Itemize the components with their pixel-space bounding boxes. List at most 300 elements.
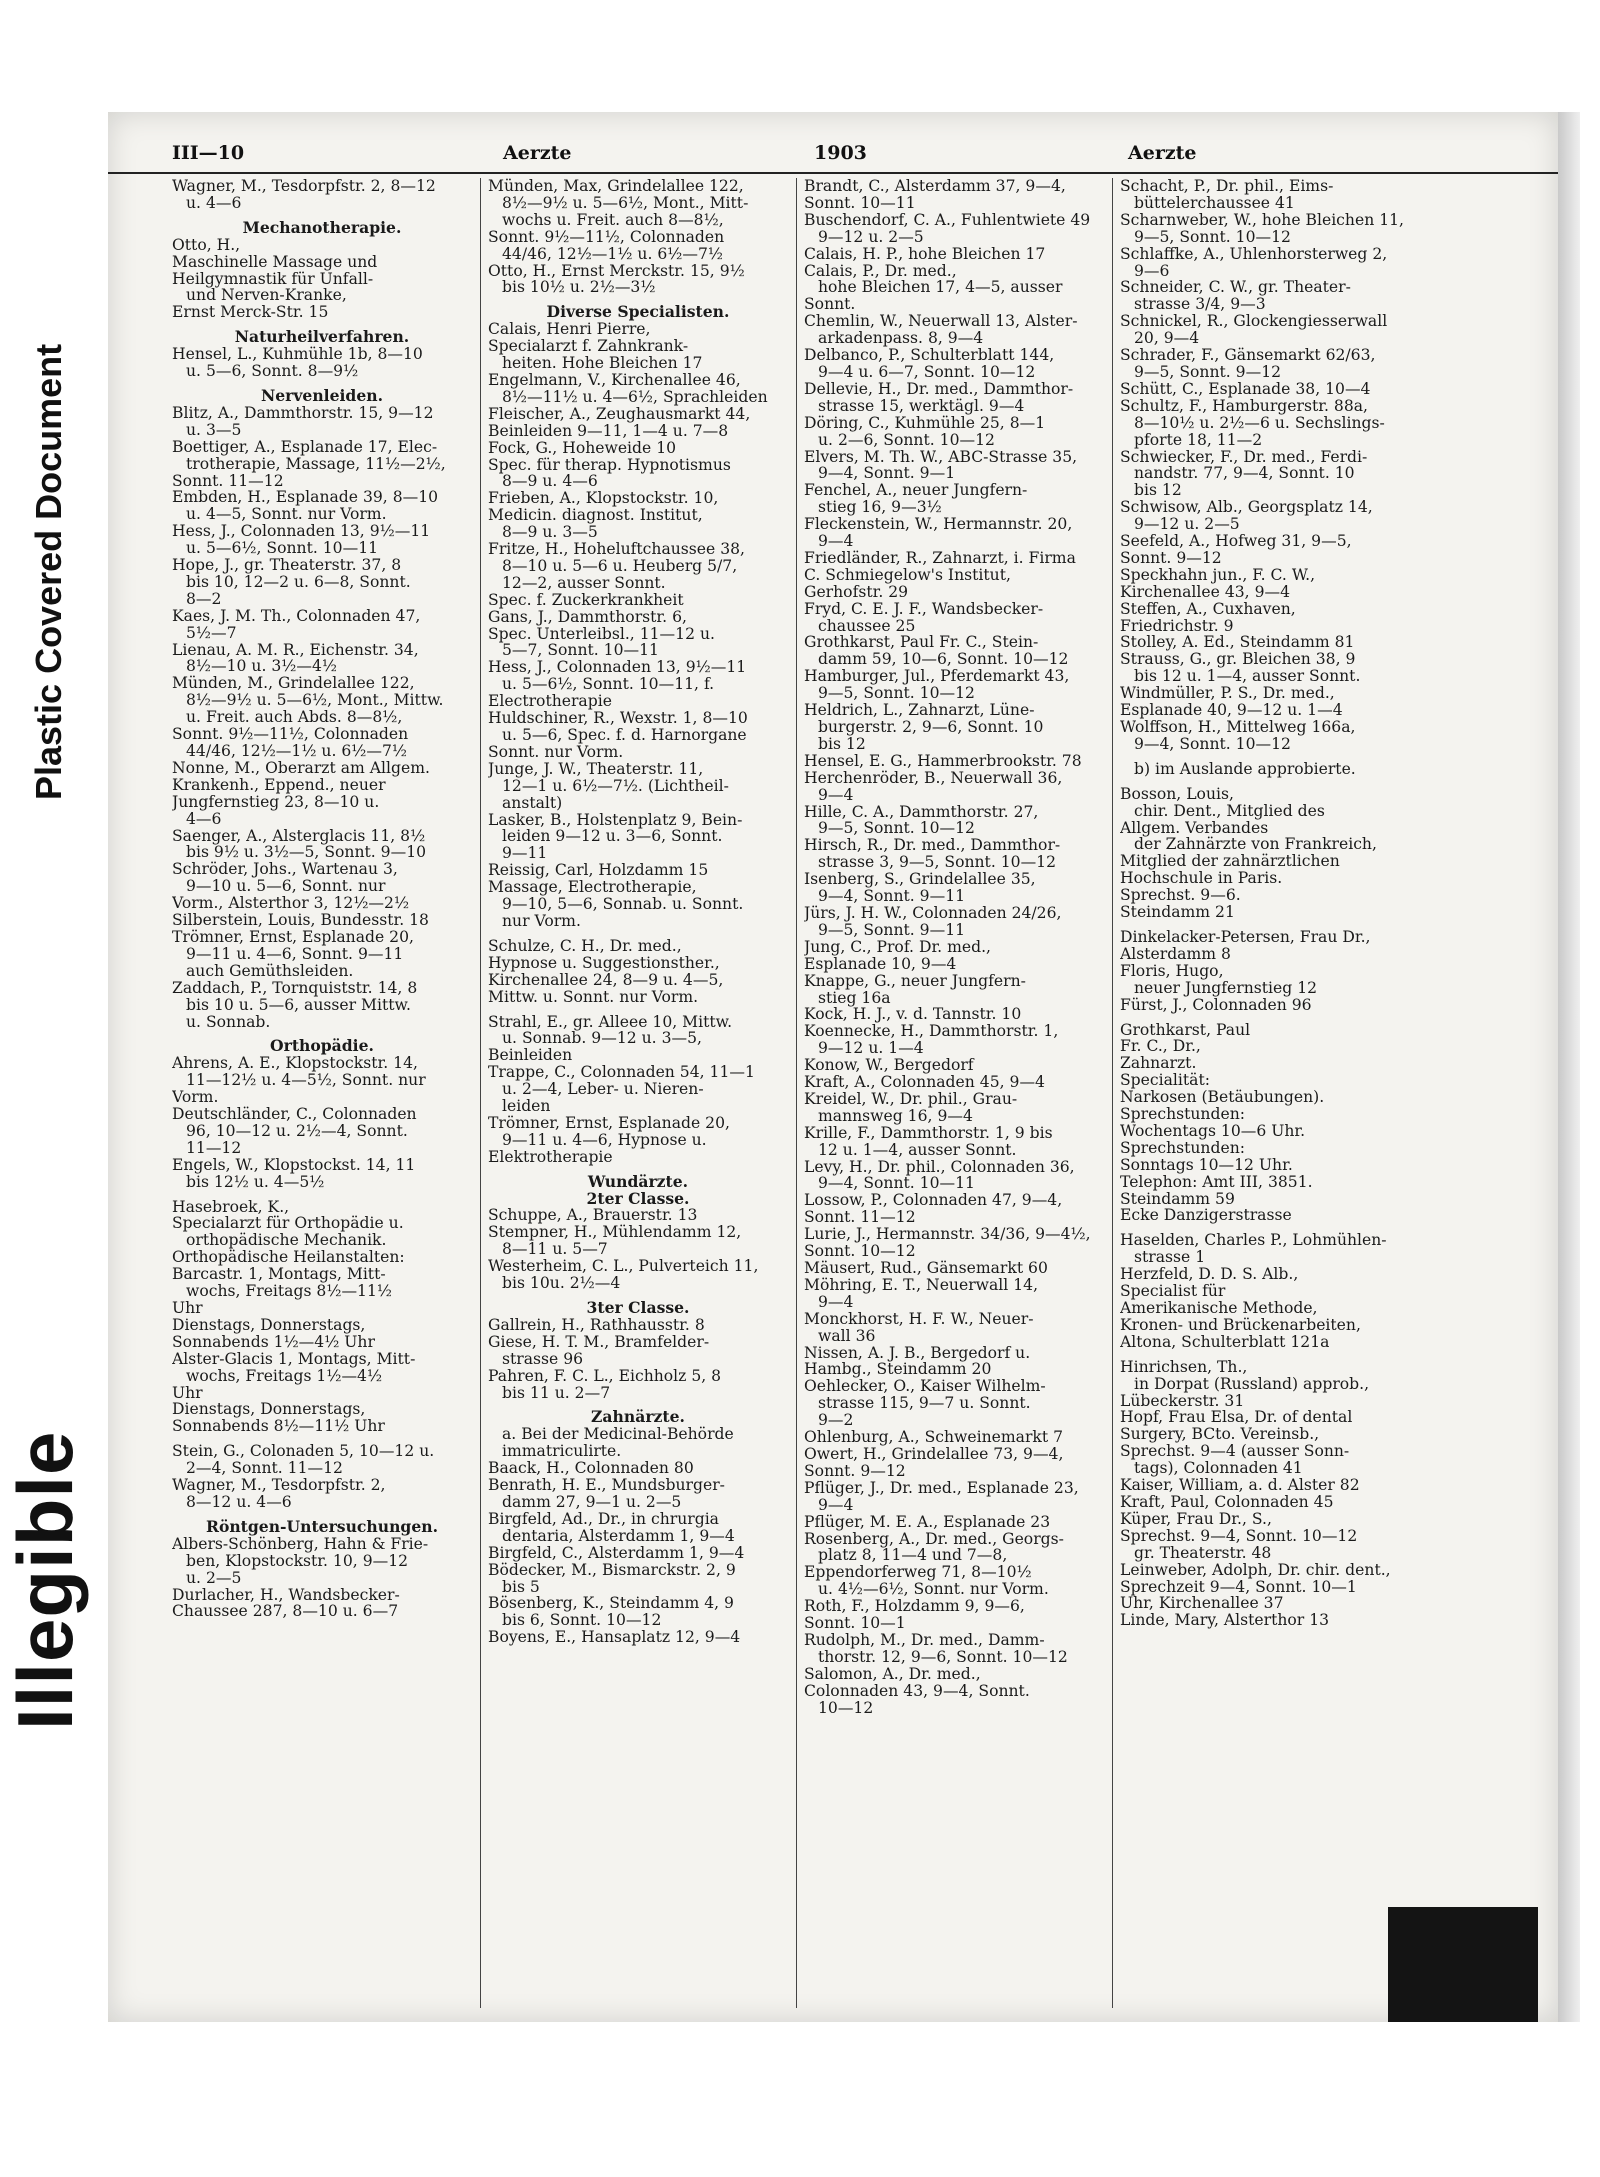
text-line: bis 12 (818, 734, 866, 753)
text-line: u. 4—5, Sonnt. nur Vorm. (186, 505, 387, 524)
text-line: Strahl, E., gr. Alleee 10, Mittw. (488, 1012, 733, 1031)
text-line: der Zahnärzte von Frankreich, (1134, 835, 1377, 854)
text-line: Eppendorferweg 71, 8—10½ (804, 1563, 1032, 1582)
text-line: u. 5—6½, Sonnt. 10—11 (186, 539, 379, 558)
text-line: Electrotherapie (488, 692, 612, 711)
text-line: Trappe, C., Colonnaden 54, 11—1 (488, 1063, 755, 1082)
text-line: Hypnose u. Suggestionsther., (488, 953, 720, 972)
text-line: Fenchel, A., neuer Jungfern- (804, 481, 1028, 500)
text-line: Barcastr. 1, Montags, Mitt- (172, 1265, 386, 1284)
text-line: bis 10 u. 5—6, ausser Mittw. (186, 995, 411, 1014)
text-line: Stolley, A. Ed., Steindamm 81 (1120, 633, 1355, 652)
text-line: Jungfernstieg 23, 8—10 u. (172, 792, 380, 811)
text-line: Specialarzt f. Zahnkrank- (488, 337, 689, 356)
text-line: 9—5, Sonnt. 10—12 (818, 819, 975, 838)
text-line: Hess, J., Colonnaden 13, 9½—11 (488, 658, 747, 677)
text-line: Alster-Glacis 1, Montags, Mitt- (172, 1349, 416, 1368)
text-line: 44/46, 12½—1½ u. 6½—7½ (186, 742, 408, 760)
text-line: Blitz, A., Dammthorstr. 15, 9—12 (172, 403, 434, 422)
text-line: 11—12½ u. 4—5½, Sonnt. nur (186, 1071, 426, 1090)
text-line: Stempner, H., Mühlendamm 12, (488, 1223, 742, 1242)
text-line: Levy, H., Dr. phil., Colonnaden 36, (804, 1157, 1075, 1176)
text-line: Deutschländer, C., Colonnaden (172, 1105, 417, 1124)
text-line: strasse 3/4, 9—3 (1134, 295, 1266, 314)
text-line: Schultz, F., Hamburgerstr. 88a, (1120, 396, 1368, 415)
text-line: wochs, Freitags 1½—4½ (186, 1366, 383, 1385)
text-line: Hope, J., gr. Theaterstr. 37, 8 (172, 556, 402, 575)
text-line: strasse 115, 9—7 u. Sonnt. (818, 1394, 1031, 1413)
text-line: Schacht, P., Dr. phil., Eims- (1120, 178, 1334, 195)
text-line: Albers-Schönberg, Hahn & Frie- (172, 1534, 429, 1553)
text-line: Oehlecker, O., Kaiser Wilhelm- (804, 1377, 1046, 1396)
text-line: Chemlin, W., Neuerwall 13, Alster- (804, 312, 1078, 331)
text-line: u. 2—4, Leber- u. Nieren- (502, 1080, 704, 1099)
text-line: Uhr (172, 1383, 203, 1402)
text-line: Benrath, H. E., Mundsburger- (488, 1476, 725, 1495)
text-line: 96, 10—12 u. 2½—4, Sonnt. (186, 1121, 408, 1140)
text-line: bis 9½ u. 3½—5, Sonnt. 9—10 (186, 843, 427, 862)
header-title-right: Aerzte (1128, 142, 1197, 164)
text-line: bis 6, Sonnt. 10—12 (502, 1611, 662, 1630)
text-line: und Nerven-Kranke, (186, 286, 347, 305)
text-line: Lasker, B., Holstenplatz 9, Bein- (488, 810, 743, 829)
text-line: Gerhofstr. 29 (804, 582, 909, 601)
text-line: Sonnt. (804, 295, 856, 314)
text-line: neuer Jungfernstieg 12 (1134, 978, 1318, 997)
text-line: Engelmann, V., Kirchenallee 46, (488, 370, 741, 389)
text-line: Kirchenallee 43, 9—4 (1120, 582, 1291, 601)
text-line: 12—2, ausser Sonnt. (502, 573, 666, 592)
text-line: Isenberg, S., Grindelallee 35, (804, 870, 1036, 889)
text-line: Sonnt. nur Vorm. (488, 742, 624, 761)
text-line: Wochentags 10—6 Uhr. (1120, 1121, 1306, 1140)
text-line: Sonnt. 11—12 (172, 471, 284, 490)
text-line: u. 3—5 (186, 420, 242, 439)
text-line: Sprechstunden: (1120, 1138, 1245, 1157)
text-line: u. 4½—6½, Sonnt. nur Vorm. (818, 1580, 1049, 1599)
text-line: Lossow, P., Colonnaden 47, 9—4, (804, 1191, 1063, 1210)
text-line: strasse 96 (502, 1349, 584, 1368)
text-line: 8—9 u. 3—5 (502, 523, 598, 542)
text-line: Koennecke, H., Dammthorstr. 1, (804, 1022, 1059, 1041)
text-line: Münden, M., Grindelallee 122, (172, 674, 415, 693)
text-line: Hochschule in Paris. (1120, 869, 1283, 888)
text-line: arkadenpass. 8, 9—4 (818, 329, 984, 348)
text-line: Dienstags, Donnerstags, (172, 1315, 366, 1334)
text-line: u. 2—6, Sonnt. 10—12 (818, 430, 995, 449)
text-line: Mechanotherapie. (242, 217, 402, 237)
text-line: 9—12 u. 2—5 (818, 227, 924, 246)
text-line: strasse 15, werktägl. 9—4 (818, 396, 1025, 415)
text-line: Owert, H., Grindelallee 73, 9—4, (804, 1444, 1064, 1463)
text-line: Baack, H., Colonnaden 80 (488, 1459, 694, 1478)
text-line: 9—11 u. 4—6, Sonnt. 9—11 (186, 944, 404, 963)
text-line: Lübeckerstr. 31 (1120, 1391, 1245, 1410)
text-line: Sonnt. 10—12 (804, 1242, 916, 1261)
text-line: chaussee 25 (818, 616, 916, 635)
text-line: Sonnabends 8½—11½ Uhr (172, 1417, 385, 1436)
text-line: u. 2—5 (186, 1568, 242, 1587)
text-line: 12 u. 1—4, ausser Sonnt. (818, 1140, 1017, 1159)
text-line: Schröder, Johs., Wartenau 3, (172, 860, 398, 879)
text-line: Beinleiden 9—11, 1—4 u. 7—8 (488, 421, 729, 440)
text-line: leiden 9—12 u. 3—6, Sonnt. (502, 827, 723, 846)
text-line: Sonnt. 9½—11½, Colonnaden (172, 725, 409, 744)
text-line: Lienau, A. M. R., Eichenstr. 34, (172, 640, 419, 659)
text-line: Boettiger, A., Esplanade 17, Elec- (172, 437, 438, 456)
column-divider (796, 178, 797, 2008)
text-line: Hensel, L., Kuhmühle 1b, 8—10 (172, 345, 423, 364)
text-line: Otto, H., Ernst Merckstr. 15, 9½ (488, 261, 745, 280)
page-header (108, 132, 1558, 174)
text-line: Krille, F., Dammthorstr. 1, 9 bis (804, 1123, 1053, 1142)
text-line: Sprechstunden: (1120, 1105, 1245, 1124)
text-line: Bödecker, M., Bismarckstr. 2, 9 (488, 1560, 736, 1579)
text-line: C. Schmiegelow's Institut, (804, 565, 1011, 584)
text-line: Hasebroek, K., (172, 1197, 290, 1216)
text-line: 9—5, Sonnt. 10—12 (818, 684, 975, 703)
text-line: Nissen, A. J. B., Bergedorf u. (804, 1343, 1031, 1362)
text-line: 5—7, Sonnt. 10—11 (502, 641, 659, 660)
text-line: Hess, J., Colonnaden 13, 9½—11 (172, 522, 431, 541)
text-line: Wagner, M., Tesdorpfstr. 2, 8—12 (172, 178, 436, 195)
text-line: Speckhahn jun., F. C. W., (1120, 565, 1316, 584)
text-line: 9—4 (818, 1495, 854, 1514)
text-line: wochs, Freitags 8½—11½ (186, 1282, 393, 1301)
text-line: Birgfeld, C., Alsterdamm 1, 9—4 (488, 1543, 745, 1562)
text-line: Dinkelacker-Petersen, Frau Dr., (1120, 927, 1371, 946)
text-line: Leinweber, Adolph, Dr. chir. dent., (1120, 1560, 1391, 1579)
text-line: Sonnt. 11—12 (804, 1208, 916, 1227)
text-line: 8—10 u. 5—6 u. Heuberg 5/7, (502, 556, 738, 575)
text-line: bis 10½ u. 2½—3½ (502, 278, 656, 297)
text-line: Steindamm 59 (1120, 1189, 1235, 1208)
text-line: Sprechst. 9—4, Sonnt. 10—12 (1120, 1526, 1358, 1545)
text-line: Möhring, E. T., Neuerwall 14, (804, 1275, 1039, 1294)
text-line: Alsterdamm 8 (1120, 944, 1231, 963)
text-line: bis 12 (1134, 481, 1182, 500)
text-line: Seefeld, A., Hofweg 31, 9—5, (1120, 532, 1352, 551)
text-line: Mitglied der zahnärztlichen (1120, 852, 1340, 871)
page-number: III—10 (172, 142, 245, 164)
text-line: 9—12 u. 2—5 (1134, 515, 1240, 534)
text-line: Esplanade 10, 9—4 (804, 954, 957, 973)
text-line: 2ter Classe. (586, 1188, 690, 1208)
text-line: Fritze, H., Hoheluftchaussee 38, (488, 540, 746, 559)
text-line: Diverse Specialisten. (546, 302, 730, 322)
text-line: 8—9 u. 4—6 (502, 472, 598, 491)
text-line: anstalt) (502, 793, 563, 812)
text-line: Bosson, Louis, (1120, 784, 1234, 803)
text-line: Grothkarst, Paul Fr. C., Stein- (804, 633, 1039, 652)
text-line: 4—6 (186, 809, 222, 828)
text-line: Schnickel, R., Glockengiesserwall (1120, 312, 1388, 331)
text-line: bis 11 u. 2—7 (502, 1383, 611, 1402)
text-line: Surgery, BCto. Vereinsb., (1120, 1425, 1320, 1444)
text-line: Trömner, Ernst, Esplanade 20, (172, 927, 414, 946)
text-line: Dellevie, H., Dr. med., Dammthor- (804, 379, 1074, 398)
text-line: b) im Auslande approbierte. (1134, 759, 1356, 778)
text-line: Steindamm 21 (1120, 903, 1235, 922)
text-line: Kronen- und Brückenarbeiten, (1120, 1315, 1361, 1334)
text-line: Schwiecker, F., Dr. med., Ferdi- (1120, 447, 1368, 466)
text-line: Narkosen (Betäubungen). (1120, 1088, 1325, 1107)
text-line: mannsweg 16, 9—4 (818, 1106, 973, 1125)
text-line: Esplanade 40, 9—12 u. 1—4 (1120, 701, 1343, 720)
text-line: Döring, C., Kuhmühle 25, 8—1 (804, 413, 1046, 432)
text-line: strasse 1 (1134, 1248, 1206, 1267)
text-line: hohe Bleichen 17, 4—5, ausser (818, 278, 1063, 297)
text-line: Engels, W., Klopstockst. 14, 11 (172, 1155, 416, 1174)
text-line: Pflüger, M. E. A., Esplanade 23 (804, 1512, 1051, 1531)
text-line: Heldrich, L., Zahnarzt, Lüne- (804, 701, 1035, 720)
text-line: wochs u. Freit. auch 8—8½, (502, 210, 724, 229)
text-line: Altona, Schulterblatt 121a (1120, 1332, 1330, 1351)
text-line: Krankenh., Eppend., neuer (172, 775, 386, 794)
text-line: Sonntags 10—12 Uhr. (1120, 1155, 1293, 1174)
text-line: Scharnweber, W., hohe Bleichen 11, (1120, 210, 1404, 229)
text-line: Delbanco, P., Schulterblatt 144, (804, 346, 1055, 365)
text-line: Allgem. Verbandes (1120, 818, 1269, 837)
text-line: Vorm. (172, 1088, 219, 1107)
text-line: burgerstr. 2, 9—6, Sonnt. 10 (818, 718, 1044, 736)
side-label-plastic: Plastic Covered Document (28, 343, 69, 800)
text-line: Brandt, C., Alsterdamm 37, 9—4, (804, 178, 1066, 195)
text-line: nur Vorm. (502, 911, 581, 930)
text-line: 12—1 u. 6½—7½. (Lichtheil- (502, 776, 729, 795)
text-line: u. Freit. auch Abds. 8—8½, (186, 708, 403, 727)
text-line: in Dorpat (Russland) approb., (1134, 1374, 1370, 1393)
text-line: Ecke Danzigerstrasse (1120, 1206, 1292, 1225)
text-line: gr. Theaterstr. 48 (1134, 1543, 1272, 1562)
text-line: 9—4 u. 6—7, Sonnt. 10—12 (818, 362, 1036, 381)
text-line: 44/46, 12½—1½ u. 6½—7½ (502, 244, 724, 263)
side-label-illegible: Illegible (1, 1430, 89, 1730)
text-line: Spec. für therap. Hypnotismus (488, 455, 731, 474)
text-line: Wagner, M., Tesdorpfstr. 2, (172, 1476, 386, 1495)
text-line: 8½—10 u. 3½—4½ (186, 657, 338, 676)
text-line: Specialität: (1120, 1071, 1210, 1090)
text-line: Calais, H. P., hohe Bleichen 17 (804, 244, 1046, 263)
text-line: platz 8, 11—4 und 7—8, (818, 1546, 1008, 1565)
text-line: Küper, Frau Dr., S., (1120, 1509, 1272, 1528)
text-line: 8½—11½ u. 4—6½, Sprachleiden (502, 387, 768, 406)
page-edge-shadow (1558, 112, 1580, 2022)
text-line: Hirsch, R., Dr. med., Dammthor- (804, 836, 1061, 855)
text-line: Schütt, C., Esplanade 38, 10—4 (1120, 379, 1371, 398)
text-line: Sonnt. 9—12 (1120, 548, 1222, 567)
text-line: Fürst, J., Colonnaden 96 (1120, 995, 1312, 1014)
text-line: Dienstags, Donnerstags, (172, 1400, 366, 1419)
text-line: 9—4 (818, 1292, 854, 1311)
text-line: nandstr. 77, 9—4, Sonnt. 10 (1134, 464, 1355, 483)
text-line: Haselden, Charles P., Lohmühlen- (1120, 1231, 1387, 1250)
text-line: Junge, J. W., Theaterstr. 11, (488, 759, 704, 778)
text-line: Massage, Electrotherapie, (488, 878, 697, 897)
text-line: Hensel, E. G., Hammerbrookstr. 78 (804, 751, 1082, 770)
text-line: Kaes, J. M. Th., Colonnaden 47, (172, 606, 421, 625)
text-line: stieg 16a (818, 988, 891, 1007)
text-line: Zahnarzt. (1120, 1054, 1197, 1073)
text-line: Specialarzt für Orthopädie u. (172, 1214, 404, 1233)
text-line: 9—4 (818, 532, 854, 551)
text-line: Embden, H., Esplanade 39, 8—10 (172, 488, 439, 507)
text-line: 10—12 (818, 1698, 874, 1717)
text-line: Schwisow, Alb., Georgsplatz 14, (1120, 498, 1373, 517)
text-line: Telephon: Amt III, 3851. (1120, 1172, 1313, 1191)
header-year: 1903 (814, 142, 867, 164)
text-line: bis 12½ u. 4—5½ (186, 1172, 325, 1191)
text-line: Spec. Unterleibsl., 11—12 u. (488, 624, 715, 643)
text-line: Friedländer, R., Zahnarzt, i. Firma (804, 548, 1076, 567)
text-line: pforte 18, 11—2 (1134, 430, 1263, 449)
text-line: Pflüger, J., Dr. med., Esplanade 23, (804, 1478, 1079, 1497)
text-line: Durlacher, H., Wandsbecker- (172, 1585, 400, 1604)
text-line: Schulze, C. H., Dr. med., (488, 936, 682, 955)
text-line: Friedrichstr. 9 (1120, 616, 1234, 635)
text-line: tags), Colonnaden 41 (1134, 1459, 1303, 1478)
text-line: Sonnt. 9—12 (804, 1461, 906, 1480)
text-line: Medicin. diagnost. Institut, (488, 506, 703, 525)
text-line: Sprechzeit 9—4, Sonnt. 10—1 (1120, 1577, 1357, 1596)
text-line: 8—12 u. 4—6 (186, 1492, 292, 1511)
text-line: Naturheilverfahren. (234, 327, 410, 347)
text-line: Stein, G., Colonaden 5, 10—12 u. (172, 1442, 435, 1461)
text-line: Münden, Max, Grindelallee 122, (488, 178, 744, 195)
column-divider (1112, 178, 1113, 2008)
text-line: Chaussee 287, 8—10 u. 6—7 (172, 1602, 399, 1621)
text-line: Nonne, M., Oberarzt am Allgem. (172, 758, 430, 777)
text-line: 9—10 u. 5—6, Sonnt. nur (186, 877, 386, 896)
text-line: u. 5—6½, Sonnt. 10—11, f. (502, 675, 715, 694)
text-line: Jürs, J. H. W., Colonnaden 24/26, (804, 903, 1062, 922)
text-line: Mäusert, Rud., Gänsemarkt 60 (804, 1259, 1048, 1277)
text-line: heiten. Hohe Bleichen 17 (502, 354, 703, 373)
text-line: Hille, C. A., Dammthorstr. 27, (804, 802, 1039, 821)
text-line: u. 4—6 (186, 193, 242, 212)
text-line: Giese, H. T. M., Bramfelder- (488, 1332, 710, 1351)
text-line: 9—2 (818, 1411, 854, 1430)
text-line: Rosenberg, A., Dr. med., Georgs- (804, 1529, 1064, 1548)
text-line: Fock, G., Hoheweide 10 (488, 438, 677, 457)
text-line: Vorm., Alsterthor 3, 12½—2½ (172, 894, 410, 913)
text-line: 9—5, Sonnt. 10—12 (1134, 227, 1291, 246)
text-line: stieg 16, 9—3½ (818, 498, 942, 517)
text-line: Kaiser, William, a. d. Alster 82 (1120, 1476, 1360, 1495)
text-line: Heilgymnastik für Unfall- (172, 269, 374, 288)
text-line: Silberstein, Louis, Bundesstr. 18 (172, 911, 429, 930)
text-line: bis 12 u. 1—4, ausser Sonnt. (1134, 667, 1361, 686)
text-line: 9—4 (818, 785, 854, 804)
text-line: 9—4, Sonnt. 10—11 (818, 1174, 975, 1193)
text-line: u. 5—6, Sonnt. 8—9½ (186, 362, 359, 381)
text-line: chir. Dent., Mitglied des (1134, 801, 1325, 820)
text-line: büttelerchaussee 41 (1134, 193, 1295, 212)
column-divider (480, 178, 481, 2008)
text-line: Linde, Mary, Alsterthor 13 (1120, 1611, 1330, 1630)
text-line: 9—10, 5—6, Sonnab. u. Sonnt. (502, 895, 744, 914)
column-3 (804, 178, 1104, 2008)
text-line: 8—11 u. 5—7 (502, 1240, 608, 1259)
text-line: 8—10½ u. 2½—6 u. Sechslings- (1134, 413, 1385, 432)
text-line: 9—11 (502, 844, 548, 863)
text-line: Orthopädie. (270, 1036, 374, 1056)
text-line: immatriculirte. (502, 1442, 622, 1461)
text-line: 2—4, Sonnt. 11—12 (186, 1459, 343, 1478)
text-line: 8—2 (186, 589, 222, 608)
text-line: 9—5, Sonnt. 9—12 (1134, 362, 1282, 381)
text-line: 9—5, Sonnt. 9—11 (818, 920, 966, 939)
column-4 (1120, 178, 1420, 2008)
text-line: Colonnaden 43, 9—4, Sonnt. (804, 1681, 1030, 1700)
text-line: Kraft, A., Colonnaden 45, 9—4 (804, 1073, 1045, 1092)
text-line: 9—4, Sonnt. 10—12 (1134, 734, 1291, 753)
text-line: Otto, H., (172, 235, 241, 254)
text-line: Floris, Hugo, (1120, 961, 1224, 980)
text-line: trotherapie, Massage, 11½—2½, (186, 454, 446, 473)
text-line: Hamburger, Jul., Pferdemarkt 43, (804, 667, 1070, 686)
text-line: Ernst Merck-Str. 15 (172, 303, 329, 322)
text-line: 9—12 u. 1—4 (818, 1039, 924, 1058)
text-line: Boyens, E., Hansaplatz 12, 9—4 (488, 1628, 741, 1647)
text-line: strasse 3, 9—5, Sonnt. 10—12 (818, 853, 1057, 872)
dark-corner-smudge (1388, 1907, 1538, 2022)
text-line: Kirchenallee 24, 8—9 u. 4—5, (488, 970, 724, 989)
text-line: a. Bei der Medicinal-Behörde (502, 1425, 734, 1444)
text-line: 3ter Classe. (586, 1298, 690, 1317)
text-line: leiden (502, 1097, 551, 1116)
text-line: Hopf, Frau Elsa, Dr. of dental (1120, 1408, 1353, 1427)
text-line: Kraft, Paul, Colonnaden 45 (1120, 1492, 1334, 1511)
text-line: Sprechst. 9—6. (1120, 886, 1241, 905)
text-line: Jung, C., Prof. Dr. med., (804, 937, 992, 956)
text-line: Gans, J., Dammthorstr. 6, (488, 607, 687, 626)
text-line: Konow, W., Bergedorf (804, 1056, 974, 1075)
text-line: Uhr, Kirchenallee 37 (1120, 1594, 1284, 1613)
text-line: u. 5—6, Spec. f. d. Harnorgane (502, 726, 747, 744)
text-line: Wundärzte. (587, 1171, 689, 1191)
text-line: Fleischer, A., Zeughausmarkt 44, (488, 404, 751, 423)
text-line: Mittw. u. Sonnt. nur Vorm. (488, 987, 699, 1006)
text-line: 9—4, Sonnt. 9—11 (818, 887, 966, 906)
text-line: Herchenröder, B., Neuerwall 36, (804, 768, 1063, 787)
text-line: 9—6 (1134, 261, 1170, 280)
text-line: thorstr. 12, 9—6, Sonnt. 10—12 (818, 1647, 1068, 1666)
text-line: Trömner, Ernst, Esplanade 20, (488, 1113, 730, 1132)
scanned-page (108, 112, 1558, 2022)
text-line: Hinrichsen, Th., (1120, 1357, 1248, 1376)
header-title-left: Aerzte (503, 142, 572, 164)
text-line: Windmüller, P. S., Dr. med., (1120, 684, 1335, 703)
text-line: Westerheim, C. L., Pulverteich 11, (488, 1257, 759, 1276)
text-line: Calais, P., Dr. med., (804, 261, 957, 280)
text-line: Gallrein, H., Rathhausstr. 8 (488, 1315, 705, 1334)
text-line: Schneider, C. W., gr. Theater- (1120, 278, 1351, 297)
text-line: Kreidel, W., Dr. phil., Grau- (804, 1089, 1018, 1108)
text-line: orthopädische Mechanik. (186, 1231, 387, 1250)
text-line: Frieben, A., Klopstockstr. 10, (488, 489, 719, 508)
text-line: 11—12 (186, 1138, 242, 1157)
text-line: dentaria, Alsterdamm 1, 9—4 (502, 1526, 735, 1545)
text-line: ben, Klopstockstr. 10, 9—12 (186, 1551, 409, 1570)
text-line: Roth, F., Holzdamm 9, 9—6, (804, 1597, 1025, 1616)
text-line: Lurie, J., Hermannstr. 34/36, 9—4½, (804, 1225, 1091, 1244)
text-line: Schlaffke, A., Uhlenhorsterweg 2, (1120, 244, 1388, 263)
text-line: 9—4, Sonnt. 9—1 (818, 464, 956, 483)
text-line: Schuppe, A., Brauerstr. 13 (488, 1206, 698, 1225)
text-line: Spec. f. Zuckerkrankheit (488, 590, 684, 609)
text-line: Fleckenstein, W., Hermannstr. 20, (804, 515, 1073, 534)
